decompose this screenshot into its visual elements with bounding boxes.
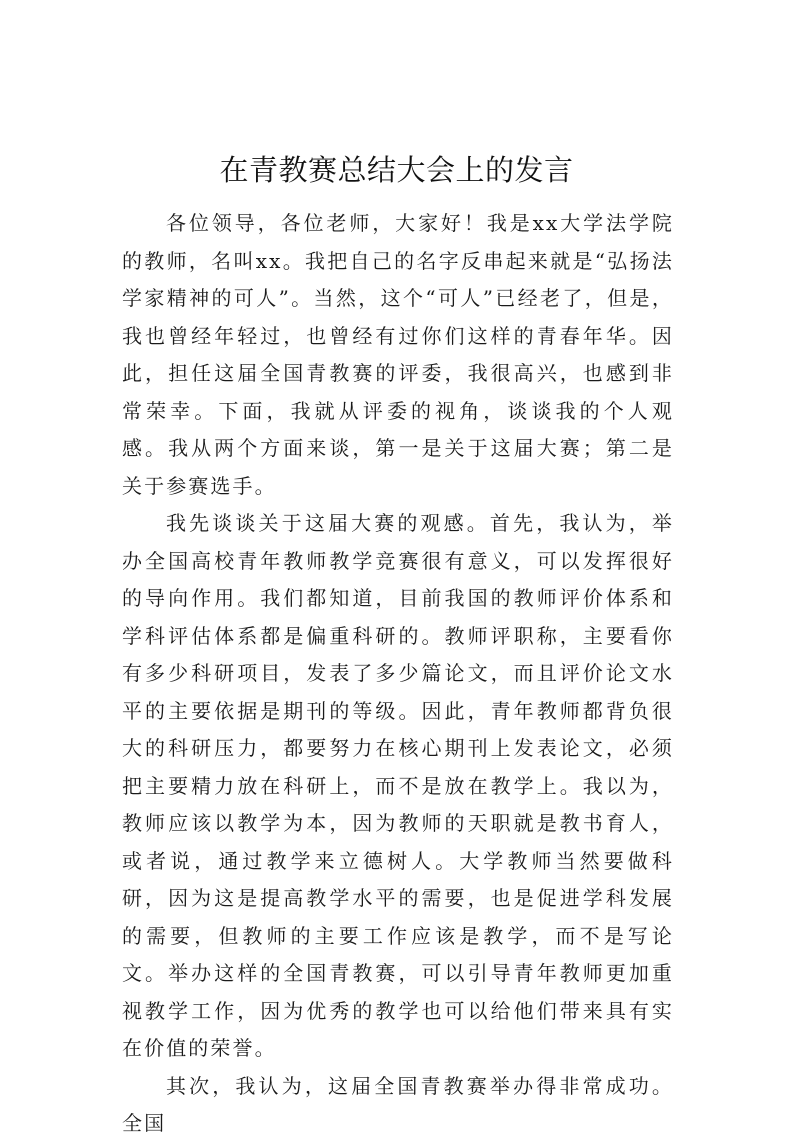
document-title: 在青教赛总结大会上的发言 <box>219 153 574 187</box>
paragraph-1: 各位领导，各位老师，大家好！我是xx大学法学院的教师，名叫xx。我把自己的名字反串起来就是“弘扬法学家精神的可人”。当然，这个“可人”已经老了，但是，我也曾经年轻过，也曾经有过你们这样的青春年华。因此，担任这届全国青教赛的评委，我很高兴，也感到非常荣幸。下面，我就从评委的视角，谈谈我的个人观感。我从两个方面来谈，第一是关于这届大赛；第二是关于参赛选手。 <box>122 211 674 498</box>
paragraph-3: 其次，我认为，这届全国青教赛举办得非常成功。全国 <box>122 1073 674 1135</box>
document-body <box>122 205 674 1143</box>
paragraph-2: 我先谈谈关于这届大赛的观感。首先，我认为，举办全国高校青年教师教学竞赛很有意义，可以发挥很好的导向作用。我们都知道，目前我国的教师评价体系和学科评估体系都是偏重科研的。教师评职称，主要看你有多少科研项目，发表了多少篇论文，而且评价论文水平的主要依据是期刊的等级。因此，青年教师都背负很大的科研压力，都要努力在核心期刊上发表论文，必须把主要精力放在科研上，而不是放在教学上。我以为，教师应该以教学为本，因为教师的天职就是教书育人，或者说，通过教学来立德树人。大学教师当然要做科研，因为这是提高教学水平的需要，也是促进学科发展的需要，但教师的主要工作应该是教学，而不是写论文。举办这样的全国青教赛，可以引导青年教师更加重视教学工作，因为优秀的教学也可以给他们带来具有实在价值的荣誉。 <box>122 511 674 1060</box>
